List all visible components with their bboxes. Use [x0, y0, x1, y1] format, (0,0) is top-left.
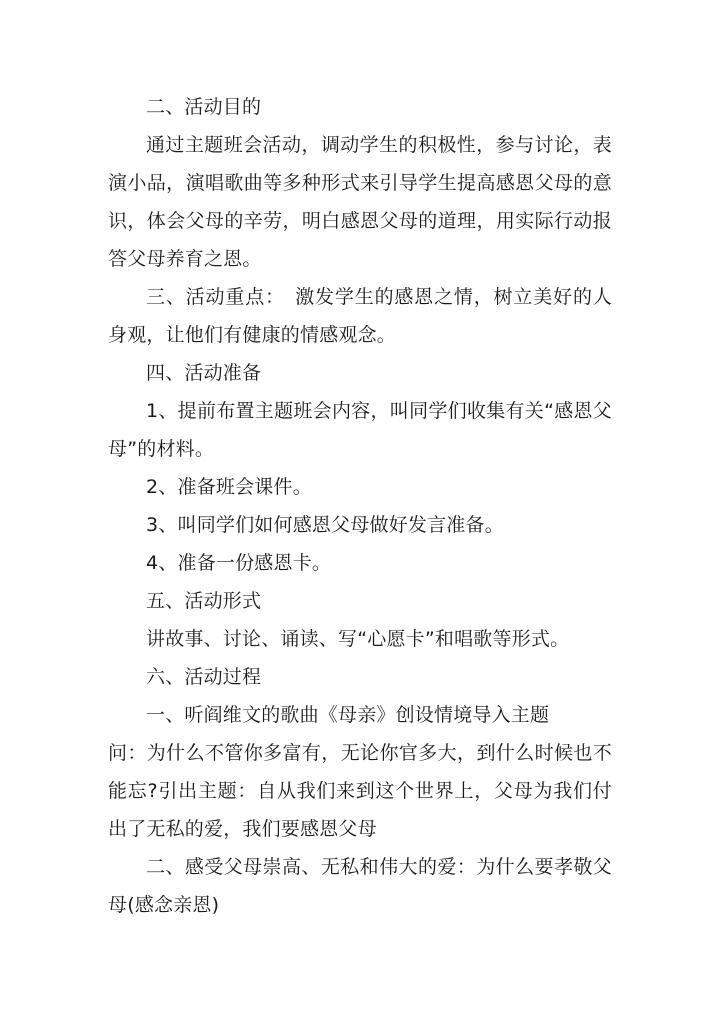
- list-item-preparation-1: 1、提前布置主题班会内容，叫同学们收集有关“感恩父母”的材料。: [108, 400, 612, 460]
- list-item-preparation-2: 2、准备班会课件。: [146, 476, 312, 498]
- heading-activity-preparation: 四、活动准备: [146, 362, 262, 384]
- paragraph-question: 问：为什么不管你多富有，无论你官多大，到什么时候也不能忘?引出主题：自从我们来到这个世界上，父母为我们付出了无私的爱，我们要感恩父母: [108, 742, 612, 840]
- process-step-1: 一、听阎维文的歌曲《母亲》创设情境导入主题: [146, 704, 550, 726]
- process-step-2: 二、感受父母崇高、无私和伟大的爱：为什么要孝敬父母(感念亲恩): [108, 856, 612, 916]
- paragraph-activity-focus: 三、活动重点： 激发学生的感恩之情，树立美好的人身观，让他们有健康的情感观念。: [108, 286, 612, 346]
- list-item-preparation-4: 4、准备一份感恩卡。: [146, 552, 332, 574]
- heading-activity-process: 六、活动过程: [146, 666, 262, 688]
- heading-activity-goal: 二、活动目的: [146, 96, 262, 118]
- paragraph-activity-format: 讲故事、讨论、诵读、写“心愿卡”和唱歌等形式。: [146, 628, 570, 650]
- list-item-preparation-3: 3、叫同学们如何感恩父母做好发言准备。: [146, 514, 504, 536]
- paragraph-activity-goal: 通过主题班会活动，调动学生的积极性，参与讨论，表演小品，演唱歌曲等多种形式来引导学生提高感恩父母的意识，体会父母的辛劳，明白感恩父母的道理，用实际行动报答父母养育之恩。: [108, 134, 612, 270]
- heading-activity-format: 五、活动形式: [146, 590, 262, 612]
- document-body: [108, 88, 612, 924]
